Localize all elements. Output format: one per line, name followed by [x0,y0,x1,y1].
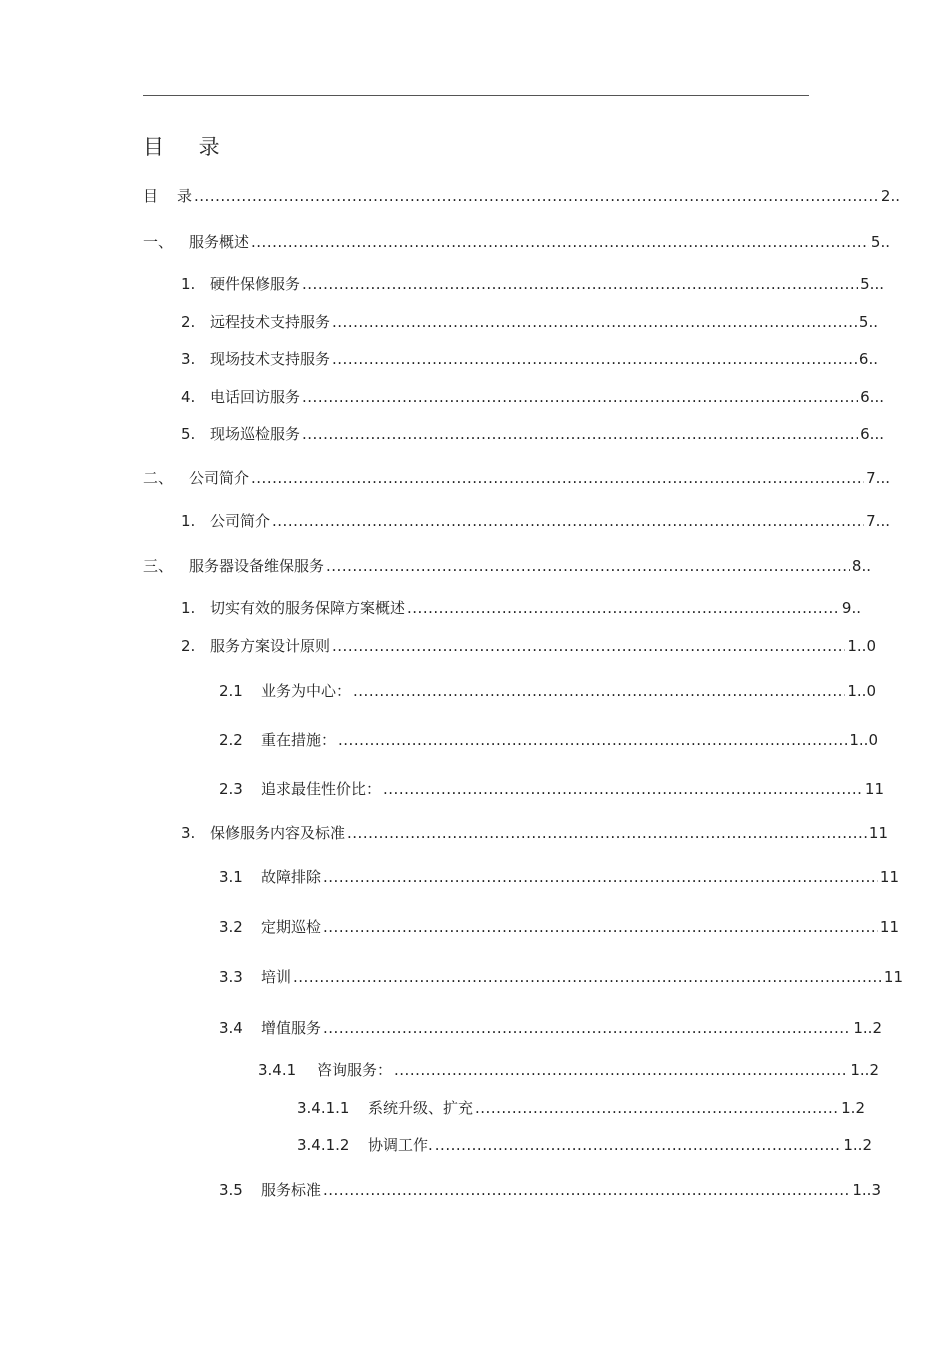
toc-dot-leader [302,273,858,295]
toc-page-number: 5.. [870,233,890,251]
toc-dot-leader [251,231,869,253]
toc-page-number: 1..2 [843,1136,872,1154]
toc-entry-number: 3.4.1 [258,1061,297,1079]
toc-page-number: 5.. [858,313,878,331]
toc-entry-title: 服务方案设计原则 [210,637,331,655]
toc-row-section-2[interactable] [143,467,890,489]
toc-page-number: 7... [866,512,890,530]
toc-entry-title: 服务器设备维保服务 [189,557,325,575]
toc-entry-number: 三、 [143,557,174,575]
toc-row-3-3-5[interactable] [219,1179,881,1201]
toc-row-3-2-1[interactable] [219,680,876,702]
toc-page-number: 11 [864,780,884,798]
toc-entry-title: 电话回访服务 [210,388,301,406]
toc-entry-number: 2.1 [219,682,243,700]
toc-dot-leader [383,778,863,800]
toc-dot-leader [323,866,878,888]
toc-entry-title: 定期巡检 [261,918,322,936]
toc-row-3-1[interactable] [181,597,861,619]
toc-row-3-3-4-1[interactable] [258,1059,879,1081]
toc-row-3-3-4[interactable] [219,1017,882,1039]
toc-entry-title: 增值服务 [261,1019,322,1037]
toc-page-number: 1.2 [841,1099,865,1117]
toc-entry-title: 故障排除 [261,868,322,886]
toc-entry-number: 3.2 [219,918,243,936]
toc-entry-title: 咨询服务： [317,1061,393,1079]
toc-dot-leader [323,1017,851,1039]
toc-entry-title: 公司简介 [189,469,250,487]
toc-entry-title: 系统升级、扩充 [368,1099,474,1117]
toc-page-number: 6.. [858,350,878,368]
toc-row-3-3[interactable] [181,822,888,844]
toc-page-number: 1..0 [849,731,878,749]
toc-page-number: 1..0 [847,682,876,700]
toc-row-1-1[interactable] [181,273,884,295]
toc-page-number: 5... [860,275,884,293]
toc-entry-number: 3.5 [219,1181,243,1199]
toc-entry-number: 3.4.1.2 [297,1136,350,1154]
toc-entry-number: 二、 [143,469,174,487]
toc-entry-number: 3.4 [219,1019,243,1037]
toc-dot-leader [435,1134,842,1156]
toc-row-1-4[interactable] [181,386,884,408]
toc-row-2-1[interactable] [181,510,890,532]
toc-row-1-3[interactable] [181,348,878,370]
toc-row-1-5[interactable] [181,423,884,445]
toc-entry-title: 公司简介 [210,512,271,530]
toc-entry-title: 重在措施： [261,731,337,749]
toc-page-number: 1..2 [853,1019,882,1037]
page-title: 目 录 [143,135,234,159]
toc-page-number: 7... [866,469,890,487]
toc-entry-number: 目 [143,187,159,205]
toc-entry-title: 协调工作. [368,1136,433,1154]
toc-page-number: 9.. [841,599,861,617]
toc-page-number: 1..3 [852,1181,881,1199]
toc-dot-leader [302,386,858,408]
toc-page-number: 11 [879,868,899,886]
toc-dot-leader [332,348,857,370]
toc-row-contents[interactable] [143,185,900,207]
toc-page-number: 2.. [880,187,900,205]
toc-dot-leader [347,822,867,844]
toc-entry-title: 硬件保修服务 [210,275,301,293]
toc-row-3-3-4-1-1[interactable] [297,1097,865,1119]
toc-entry-title: 远程技术支持服务 [210,313,331,331]
toc-page-number: 6... [860,425,884,443]
toc-entry-number: 1. [181,275,196,293]
toc-entry-number: 2. [181,637,196,655]
toc-entry-number: 3.1 [219,868,243,886]
toc-page-number: 11 [883,968,903,986]
toc-dot-leader [326,555,850,577]
toc-row-3-3-4-1-2[interactable] [297,1134,872,1156]
toc-dot-leader [332,635,845,657]
toc-row-3-2-3[interactable] [219,778,884,800]
toc-dot-leader [302,423,858,445]
toc-page-number: 1..2 [850,1061,879,1079]
toc-dot-leader [353,680,845,702]
toc-entry-title: 培训 [261,968,292,986]
toc-page-number: 11 [879,918,899,936]
toc-dot-leader [293,966,882,988]
toc-row-1-2[interactable] [181,311,878,333]
toc-entry-number: 3.4.1.1 [297,1099,350,1117]
toc-dot-leader [251,467,864,489]
toc-entry-number: 1. [181,512,196,530]
toc-row-3-2-2[interactable] [219,729,878,751]
toc-dot-leader [332,311,857,333]
toc-dot-leader [338,729,847,751]
toc-entry-title: 录 [177,187,193,205]
toc-entry-number: 3. [181,824,196,842]
toc-dot-leader [272,510,864,532]
toc-row-3-3-3[interactable] [219,966,903,988]
toc-entry-title: 现场巡检服务 [210,425,301,443]
toc-page-number: 11 [868,824,888,842]
toc-entry-title: 切实有效的服务保障方案概述 [210,599,406,617]
toc-entry-number: 2.3 [219,780,243,798]
toc-row-3-3-2[interactable] [219,916,899,938]
toc-entry-number: 2.2 [219,731,243,749]
toc-row-3-3-1[interactable] [219,866,899,888]
toc-row-section-3[interactable] [143,555,871,577]
toc-row-section-1[interactable] [143,231,890,253]
toc-page-number: 1..0 [847,637,876,655]
toc-entry-title: 服务概述 [189,233,250,251]
toc-entry-title: 业务为中心： [261,682,352,700]
toc-dot-leader [475,1097,839,1119]
toc-dot-leader [323,1179,850,1201]
toc-page-number: 6... [860,388,884,406]
toc-entry-title: 服务标准 [261,1181,322,1199]
header-rule [143,95,809,96]
toc-dot-leader [394,1059,848,1081]
toc-dot-leader [407,597,840,619]
toc-entry-number: 一、 [143,233,174,251]
toc-entry-title: 现场技术支持服务 [210,350,331,368]
toc-entry-number: 2. [181,313,196,331]
toc-dot-leader [194,185,879,207]
toc-row-3-2[interactable] [181,635,876,657]
toc-entry-number: 1. [181,599,196,617]
toc-entry-number: 4. [181,388,196,406]
toc-entry-number: 5. [181,425,196,443]
toc-entry-number: 3. [181,350,196,368]
toc-entry-title: 保修服务内容及标准 [210,824,346,842]
toc-dot-leader [323,916,878,938]
toc-entry-number: 3.3 [219,968,243,986]
toc-entry-title: 追求最佳性价比： [261,780,382,798]
toc-page-number: 8.. [851,557,871,575]
